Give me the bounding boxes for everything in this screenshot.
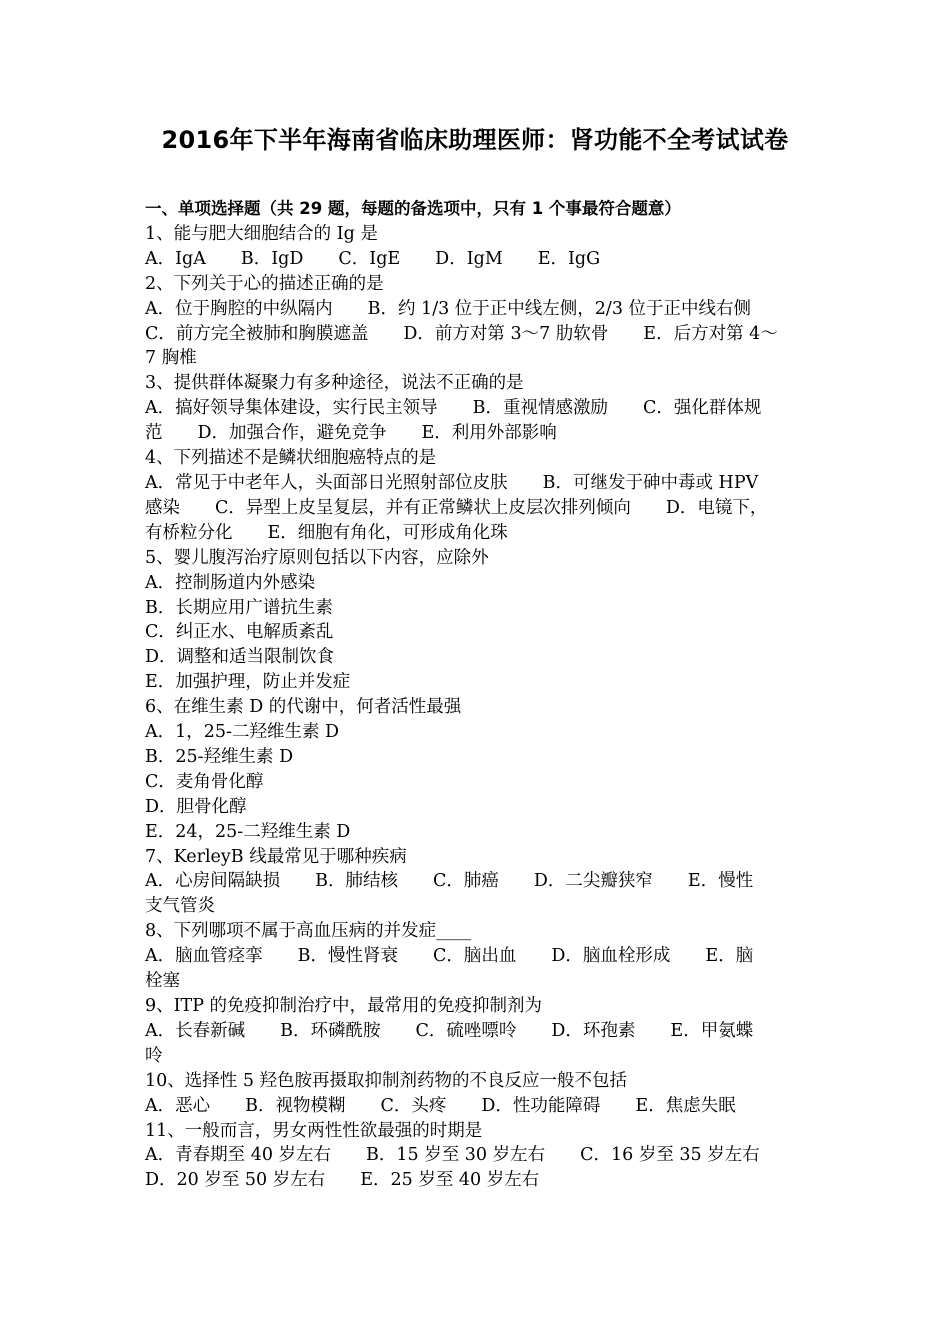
text-line: 4、下列描述不是鳞状细胞癌特点的是 [145,448,437,469]
text-line: C．前方完全被肺和胸膜遮盖 D．前方对第 3～7 肋软骨 E．后方对第 4～ [145,323,778,344]
text-line: 10、选择性 5 羟色胺再摄取抑制剂药物的不良反应一般不包括 [145,1070,628,1091]
text-line: 栓塞 [145,971,180,992]
page-title: 2016年下半年海南省临床助理医师：肾功能不全考试试卷 [161,126,789,154]
text-line: A．恶心 B．视物模糊 C．头疼 D．性功能障碍 E．焦虑失眠 [145,1095,736,1116]
text-line: A．位于胸腔的中纵隔内 B．约 1/3 位于正中线左侧，2/3 位于正中线右侧 [145,298,752,319]
text-line: C．麦角骨化醇 [145,771,264,792]
text-line: A．常见于中老年人，头面部日光照射部位皮肤 B．可继发于砷中毒或 HPV [145,472,759,493]
text-line: 6、在维生素 D 的代谢中，何者活性最强 [145,697,462,718]
text-line: A．心房间隔缺损 B．肺结核 C．肺癌 D．二尖瓣狭窄 E．慢性 [145,871,754,892]
exam-content [145,197,810,1193]
text-line: 7 胸椎 [145,348,197,369]
text-line: 呤 [145,1045,163,1066]
text-line: 有桥粒分化 E．细胞有角化，可形成角化珠 [145,522,508,543]
text-line: 感染 C．异型上皮呈复层，并有正常鳞状上皮层次排列倾向 D．电镜下， [145,497,768,518]
text-line: 7、KerleyB 线最常见于哪种疾病 [145,846,407,867]
section-heading: 一、单项选择题（共 29 题，每题的备选项中，只有 1 个事最符合题意） [145,199,681,218]
text-line: E．24，25-二羟维生素 D [145,821,351,842]
text-line: 1、能与肥大细胞结合的 Ig 是 [145,223,378,244]
text-line: 范 D．加强合作，避免竞争 E．利用外部影响 [145,423,557,444]
text-line: A．搞好领导集体建设，实行民主领导 B．重视情感激励 C．强化群体规 [145,398,762,419]
text-line: 8、下列哪项不属于高血压病的并发症____ [145,921,472,942]
text-line: A．IgA B．IgD C．IgE D．IgM E．IgG [145,248,601,269]
text-line: 2、下列关于心的描述正确的是 [145,273,384,294]
text-line: B．长期应用广谱抗生素 [145,597,333,618]
text-line: B．25-羟维生素 D [145,746,294,767]
text-line: A．青春期至 40 岁左右 B．15 岁至 30 岁左右 C．16 岁至 35 岁左右 [145,1145,760,1166]
text-line: E．加强护理，防止并发症 [145,672,351,693]
text-line: D．胆骨化醇 [145,796,247,817]
text-line: 9、ITP 的免疫抑制治疗中，最常用的免疫抑制剂为 [145,996,543,1016]
text-line: A．长春新碱 B．环磷酰胺 C．硫唑嘌呤 D．环孢素 E．甲氨蝶 [145,1020,754,1041]
text-line: A．1，25-二羟维生素 D [145,722,340,743]
text-line: 支气管炎 [145,896,215,917]
text-line: 11、一般而言，男女两性性欲最强的时期是 [145,1120,483,1141]
text-line: D．调整和适当限制饮食 [145,647,335,668]
text-line: D．20 岁至 50 岁左右 E．25 岁至 40 岁左右 [145,1170,540,1191]
text-line: 3、提供群体凝聚力有多种途径，说法不正确的是 [145,373,524,394]
text-line: 5、婴儿腹泻治疗原则包括以下内容，应除外 [145,547,489,568]
text-line: A．脑血管痉挛 B．慢性肾衰 C．脑出血 D．脑血栓形成 E．脑 [145,946,754,967]
text-line: A．控制肠道内外感染 [145,572,316,593]
text-line: C．纠正水、电解质紊乱 [145,622,334,643]
